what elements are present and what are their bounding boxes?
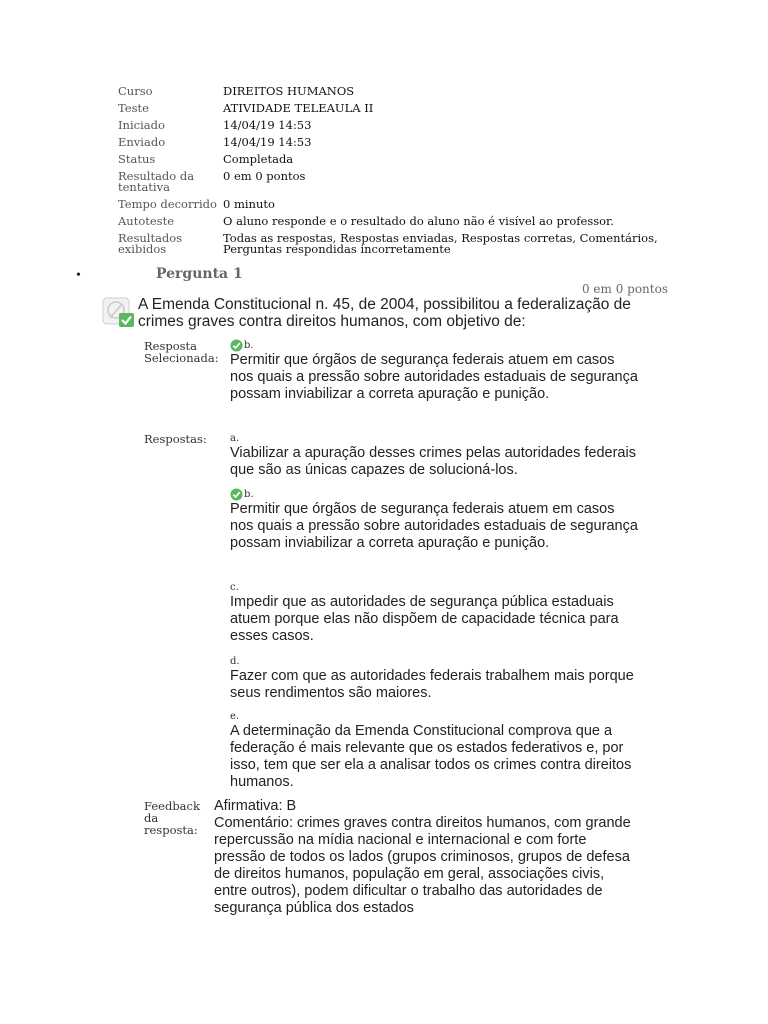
info-label: Curso bbox=[118, 84, 153, 98]
feedback-label: Feedback da resposta: bbox=[144, 799, 200, 837]
check-icon bbox=[230, 339, 243, 352]
answer-text: Viabilizar a apuração desses crimes pelas autoridades federais que são as únicas capazes de solucioná-los. bbox=[230, 445, 636, 478]
info-value: 0 em 0 pontos bbox=[223, 169, 306, 183]
answers-label: Respostas: bbox=[144, 432, 207, 446]
info-row-started bbox=[118, 120, 678, 131]
answer-letter: b. bbox=[244, 488, 254, 500]
info-value: ATIVIDADE TELEAULA II bbox=[223, 101, 374, 115]
answer-letter: a. bbox=[230, 433, 240, 444]
answer-text: A determinação da Emenda Constitucional comprova que a federação é mais relevante que os estados federativos e, por isso, tem que ser ela a analisar todos os crimes contra direitos humanos. bbox=[230, 723, 632, 790]
answer-text: Permitir que órgãos de segurança federais atuem em casos nos quais a pressão sobre autoridades estaduais de segurança possam inviabilizar a correta apuração e punição. bbox=[230, 352, 638, 402]
answer-letter: d. bbox=[230, 656, 240, 667]
info-value: O aluno responde e o resultado do aluno não é visível ao professor. bbox=[223, 214, 614, 228]
info-row-results-shown bbox=[118, 233, 678, 255]
info-value: Completada bbox=[223, 152, 294, 166]
info-label: Status bbox=[118, 152, 156, 166]
info-label: Iniciado bbox=[118, 118, 165, 132]
info-label: Tempo decorrido bbox=[118, 197, 217, 211]
info-label: Resultados exibidos bbox=[118, 231, 183, 256]
question-title: Pergunta 1 bbox=[156, 266, 243, 282]
selected-answer-label: Resposta Selecionada: bbox=[144, 339, 219, 365]
info-value: 0 minuto bbox=[223, 197, 275, 211]
answer-text: Fazer com que as autoridades federais trabalhem mais porque seus rendimentos são maiores. bbox=[230, 668, 634, 701]
question-points: 0 em 0 pontos bbox=[581, 282, 668, 296]
feedback-answer: Afirmativa: B bbox=[214, 798, 297, 814]
info-row-test bbox=[118, 103, 678, 114]
question-correct-icon bbox=[102, 296, 134, 328]
check-icon bbox=[230, 488, 243, 501]
answer-option-a bbox=[230, 433, 640, 479]
info-label: Autoteste bbox=[118, 214, 175, 228]
answer-letter: e. bbox=[230, 711, 240, 722]
question-text: A Emenda Constitucional n. 45, de 2004, possibilitou a federalização de crimes graves contra direitos humanos, com objetivo de: bbox=[138, 296, 631, 330]
answer-letter-row bbox=[230, 488, 640, 501]
answer-letter: b. bbox=[244, 339, 254, 351]
answer-option-c bbox=[230, 582, 640, 645]
info-value: 14/04/19 14:53 bbox=[223, 135, 312, 149]
answer-option-d bbox=[230, 656, 640, 702]
feedback-comment: Comentário: crimes graves contra direitos humanos, com grande repercussão na mídia nacional e internacional e com forte pressão de todos os lados (grupos criminosos, grupos de defesa de direitos humanos, população em geral, associações civis, entre outros), podem dificultar o trabalho das autoridades de segurança pública dos estados bbox=[214, 815, 631, 916]
list-bullet: • bbox=[76, 268, 81, 283]
info-value: 14/04/19 14:53 bbox=[223, 118, 312, 132]
attempt-info-table bbox=[118, 86, 678, 261]
answer-option-b bbox=[230, 488, 640, 552]
info-value: DIREITOS HUMANOS bbox=[223, 84, 355, 98]
info-row-submitted bbox=[118, 137, 678, 148]
info-row-result bbox=[118, 171, 678, 193]
answer-text: Permitir que órgãos de segurança federais atuem em casos nos quais a pressão sobre autoridades estaduais de segurança possam inviabilizar a correta apuração e punição. bbox=[230, 501, 638, 551]
answer-letter: c. bbox=[230, 582, 239, 593]
info-value: Todas as respostas, Respostas enviadas, Respostas corretas, Comentários, Perguntas respondidas incorretamente bbox=[223, 231, 658, 256]
answer-option-e bbox=[230, 711, 640, 791]
info-label: Resultado da tentativa bbox=[118, 169, 195, 194]
answer-letter-row bbox=[230, 339, 640, 352]
feedback-block bbox=[214, 798, 634, 917]
info-label: Enviado bbox=[118, 135, 166, 149]
answer-text: Impedir que as autoridades de segurança pública estaduais atuem porque elas não dispõem de capacidade técnica para esses casos. bbox=[230, 594, 619, 644]
info-row-selftest bbox=[118, 216, 678, 227]
info-row-status bbox=[118, 154, 678, 165]
info-row-elapsed bbox=[118, 199, 678, 210]
info-label: Teste bbox=[118, 101, 149, 115]
selected-answer bbox=[230, 339, 640, 403]
info-row-course bbox=[118, 86, 678, 97]
